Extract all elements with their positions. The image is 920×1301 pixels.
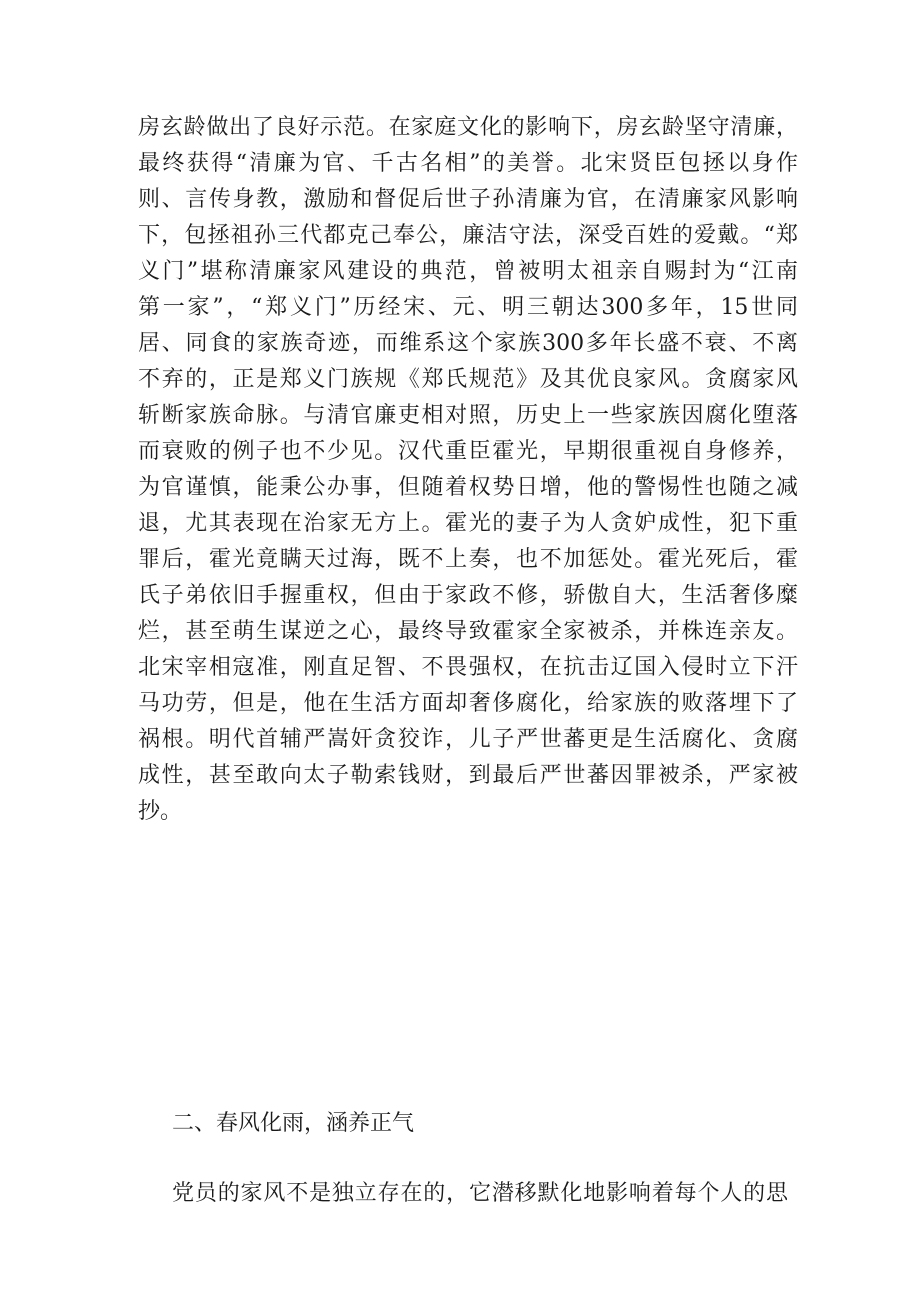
text-line: 抄。 [138, 799, 183, 824]
paragraph-start-line: 党员的家风不是独立存在的，它潜移默化地影响着每个人的思 [172, 1181, 788, 1206]
text-line: 第一家”，“郑义门”历经宋、元、明三朝达300多年，15世同 [138, 295, 798, 320]
text-line: 下，包拯祖孙三代都克己奉公，廉洁守法，深受百姓的爱戴。“郑 [138, 223, 798, 248]
text-line: 祸根。明代首辅严嵩奸贪狡诈，儿子严世蕃更是生活腐化、贪腐 [138, 727, 798, 752]
text-line: 退，尤其表现在治家无方上。霍光的妻子为人贪妒成性，犯下重 [138, 511, 798, 536]
text-line: 烂，甚至萌生谋逆之心，最终导致霍家全家被杀，并株连亲友。 [138, 619, 798, 644]
text-line: 马功劳，但是，他在生活方面却奢侈腐化，给家族的败落埋下了 [138, 691, 798, 716]
text-line: 不弃的，正是郑义门族规《郑氏规范》及其优良家风。贪腐家风 [138, 367, 798, 392]
text-line: 斩断家族命脉。与清官廉吏相对照，历史上一些家族因腐化堕落 [138, 403, 798, 428]
body-paragraph [138, 110, 798, 830]
text-line: 最终获得“清廉为官、千古名相”的美誉。北宋贤臣包拯以身作 [138, 151, 798, 176]
text-line: 居、同食的家族奇迹，而维系这个家族300多年长盛不衰、不离 [138, 331, 798, 356]
text-line: 而衰败的例子也不少见。汉代重臣霍光，早期很重视自身修养， [138, 439, 798, 464]
text-line: 氏子弟依旧手握重权，但由于家政不修，骄傲自大，生活奢侈糜 [138, 583, 798, 608]
text-line: 北宋宰相寇准，刚直足智、不畏强权，在抗击辽国入侵时立下汗 [138, 655, 798, 680]
text-line: 成性，甚至敢向太子勒索钱财，到最后严世蕃因罪被杀，严家被 [138, 763, 798, 788]
text-line: 义门”堪称清廉家风建设的典范，曾被明太祖亲自赐封为“江南 [138, 259, 798, 284]
text-line: 为官谨慎，能秉公办事，但随着权势日增，他的警惕性也随之减 [138, 475, 798, 500]
text-line: 房玄龄做出了良好示范。在家庭文化的影响下，房玄龄坚守清廉， [138, 115, 798, 140]
text-line: 则、言传身教，激励和督促后世子孙清廉为官，在清廉家风影响 [138, 187, 798, 212]
text-line: 罪后，霍光竟瞒天过海，既不上奏，也不加惩处。霍光死后，霍 [138, 547, 798, 572]
section-heading: 二、春风化雨，涵养正气 [172, 1111, 415, 1136]
